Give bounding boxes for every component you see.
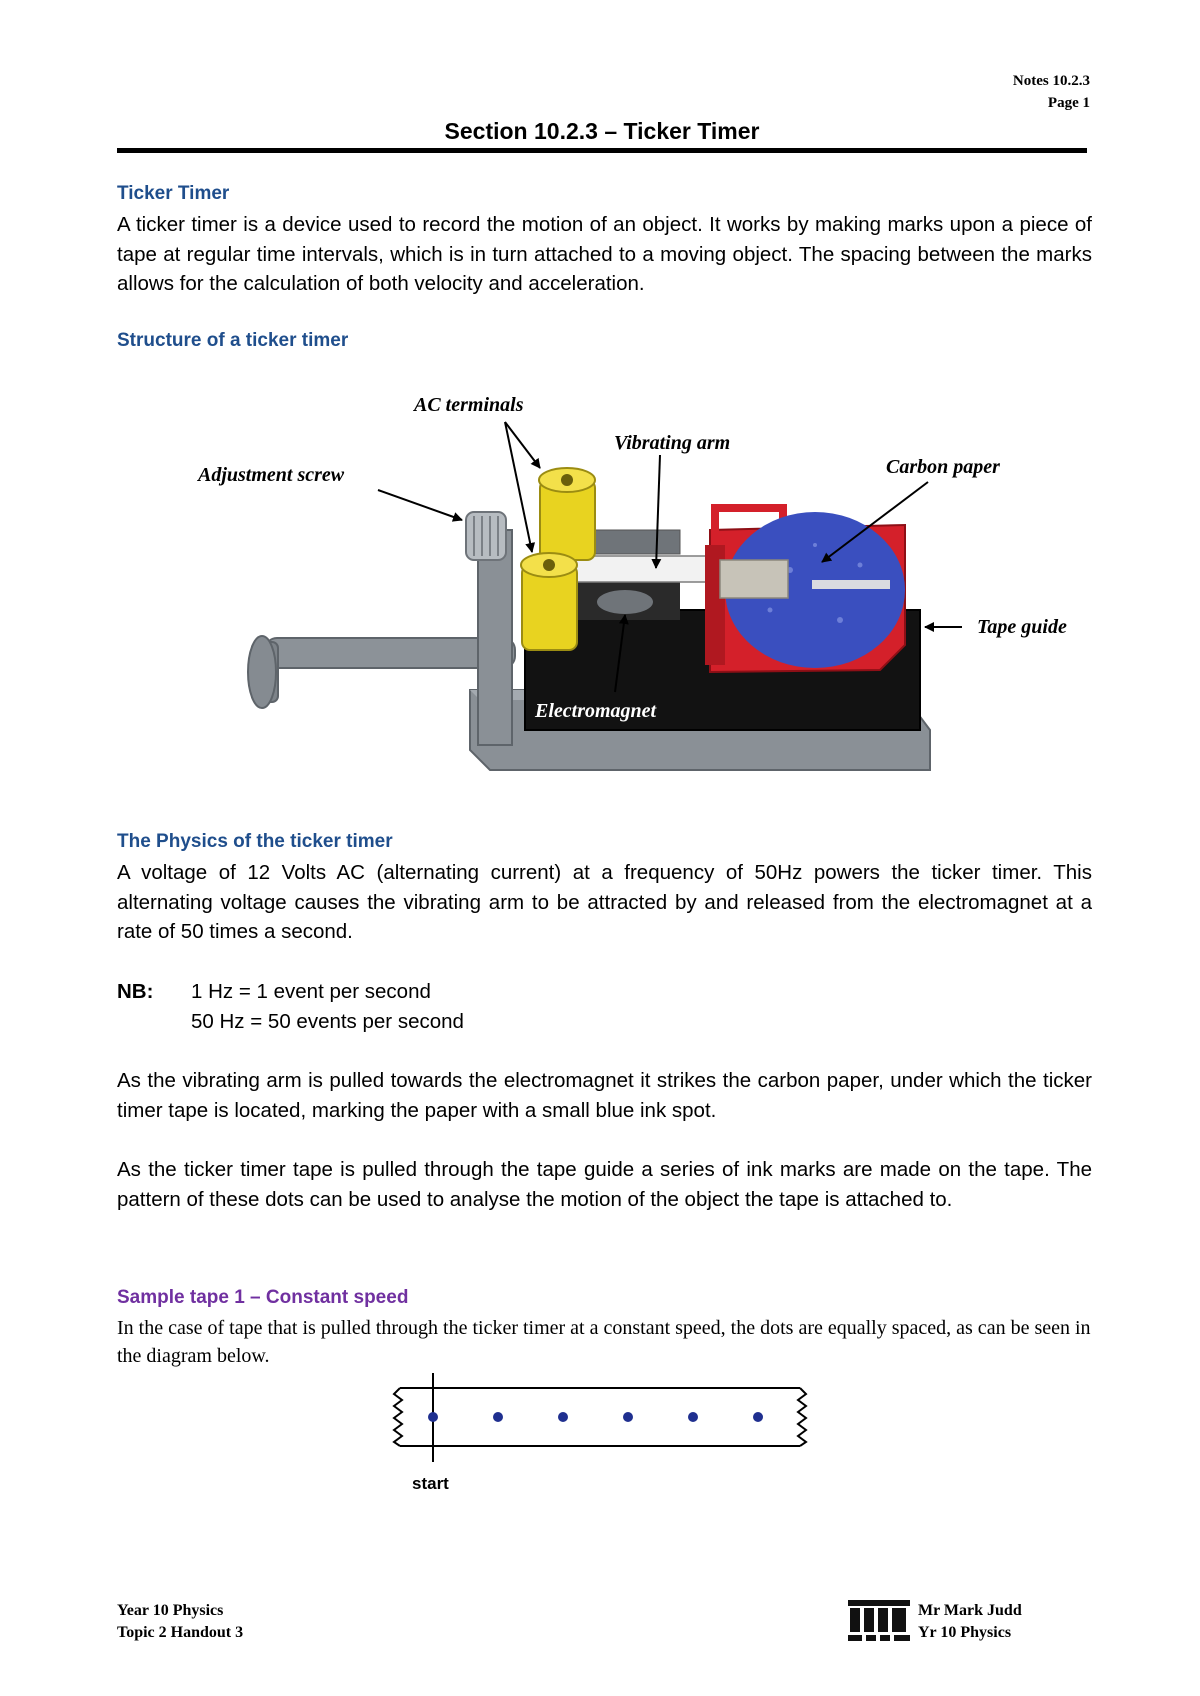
page-number: Page 1 xyxy=(1047,95,1090,111)
carbon-paragraph: As the vibrating arm is pulled towards the electromagnet it strikes the carbon paper, under which the ticker timer tape is located, marking the paper with a small blue ink spot. xyxy=(117,1069,1092,1122)
tape-dot xyxy=(493,1412,503,1422)
ac-terminal-front xyxy=(521,553,577,650)
nb-line-1: 1 Hz = 1 event per second xyxy=(191,980,431,1003)
ac-terminal-rear xyxy=(539,468,595,560)
footer-course: Year 10 Physics xyxy=(117,1602,224,1619)
footer-subject: Yr 10 Physics xyxy=(918,1624,1012,1641)
footer-right xyxy=(918,1600,1022,1644)
nb-label: NB: xyxy=(117,980,154,1003)
intro-paragraph: A ticker timer is a device used to record the motion of an object. It works by making marks upon a piece of tape at regular time intervals, which is in turn attached to a moving object. The spacing between the marks allows for the calculation of both velocity and acceleration. xyxy=(117,213,1092,295)
title-rule xyxy=(117,148,1087,153)
heading-structure: Structure of a ticker timer xyxy=(117,330,349,351)
heading-physics: The Physics of the ticker timer xyxy=(117,831,393,852)
sample-tape-paragraph: In the case of tape that is pulled through the ticker timer at a constant speed, the dots are equally spaced, as can be seen in the diagram below. xyxy=(117,1317,1091,1367)
page-title: Section 10.2.3 – Ticker Timer xyxy=(444,118,760,144)
label-vibrating-arm: Vibrating arm xyxy=(614,432,731,454)
tape-dot xyxy=(428,1412,438,1422)
heading-sample-tape-1: Sample tape 1 – Constant speed xyxy=(117,1287,409,1308)
ticker-timer-diagram xyxy=(0,380,1200,800)
tape-dot xyxy=(688,1412,698,1422)
label-electromagnet: Electromagnet xyxy=(535,700,657,722)
metal-clip xyxy=(720,560,788,598)
footer-topic: Topic 2 Handout 3 xyxy=(117,1624,244,1641)
notes-number: Notes 10.2.3 xyxy=(1012,73,1090,89)
tape-dot xyxy=(753,1412,763,1422)
tape-paragraph: As the ticker timer tape is pulled through the tape guide a series of ink marks are made on the tape. The pattern of these dots can be used to analyse the motion of the object the tape is attached to. xyxy=(117,1158,1092,1211)
tape-strip xyxy=(394,1388,806,1446)
label-tape-guide: Tape guide xyxy=(977,616,1067,638)
school-logo-icon xyxy=(848,1600,910,1642)
nb-block xyxy=(117,977,464,1036)
sample-tape-diagram xyxy=(0,1370,1200,1480)
label-adjustment-screw: Adjustment screw xyxy=(198,464,345,486)
tape-dot xyxy=(623,1412,633,1422)
footer-left xyxy=(117,1600,243,1644)
label-carbon-paper: Carbon paper xyxy=(886,456,1000,478)
support-pillar xyxy=(478,530,512,745)
tape-dots xyxy=(428,1412,763,1422)
start-label: start xyxy=(412,1474,449,1493)
footer-author: Mr Mark Judd xyxy=(918,1602,1022,1619)
page-header xyxy=(1013,70,1090,114)
tape-slot xyxy=(812,580,890,589)
heading-ticker-timer: Ticker Timer xyxy=(117,183,230,204)
nb-line-2: 50 Hz = 50 events per second xyxy=(191,1009,464,1033)
adjustment-screw xyxy=(466,512,506,560)
tape-dot xyxy=(558,1412,568,1422)
physics-paragraph: A voltage of 12 Volts AC (alternating current) at a frequency of 50Hz powers the ticker timer. This alternating voltage causes the vibrating arm to be attracted by and released from the electromagnet at a rate of 50 times a second. xyxy=(117,861,1092,943)
label-ac-terminals: AC terminals xyxy=(414,394,524,416)
